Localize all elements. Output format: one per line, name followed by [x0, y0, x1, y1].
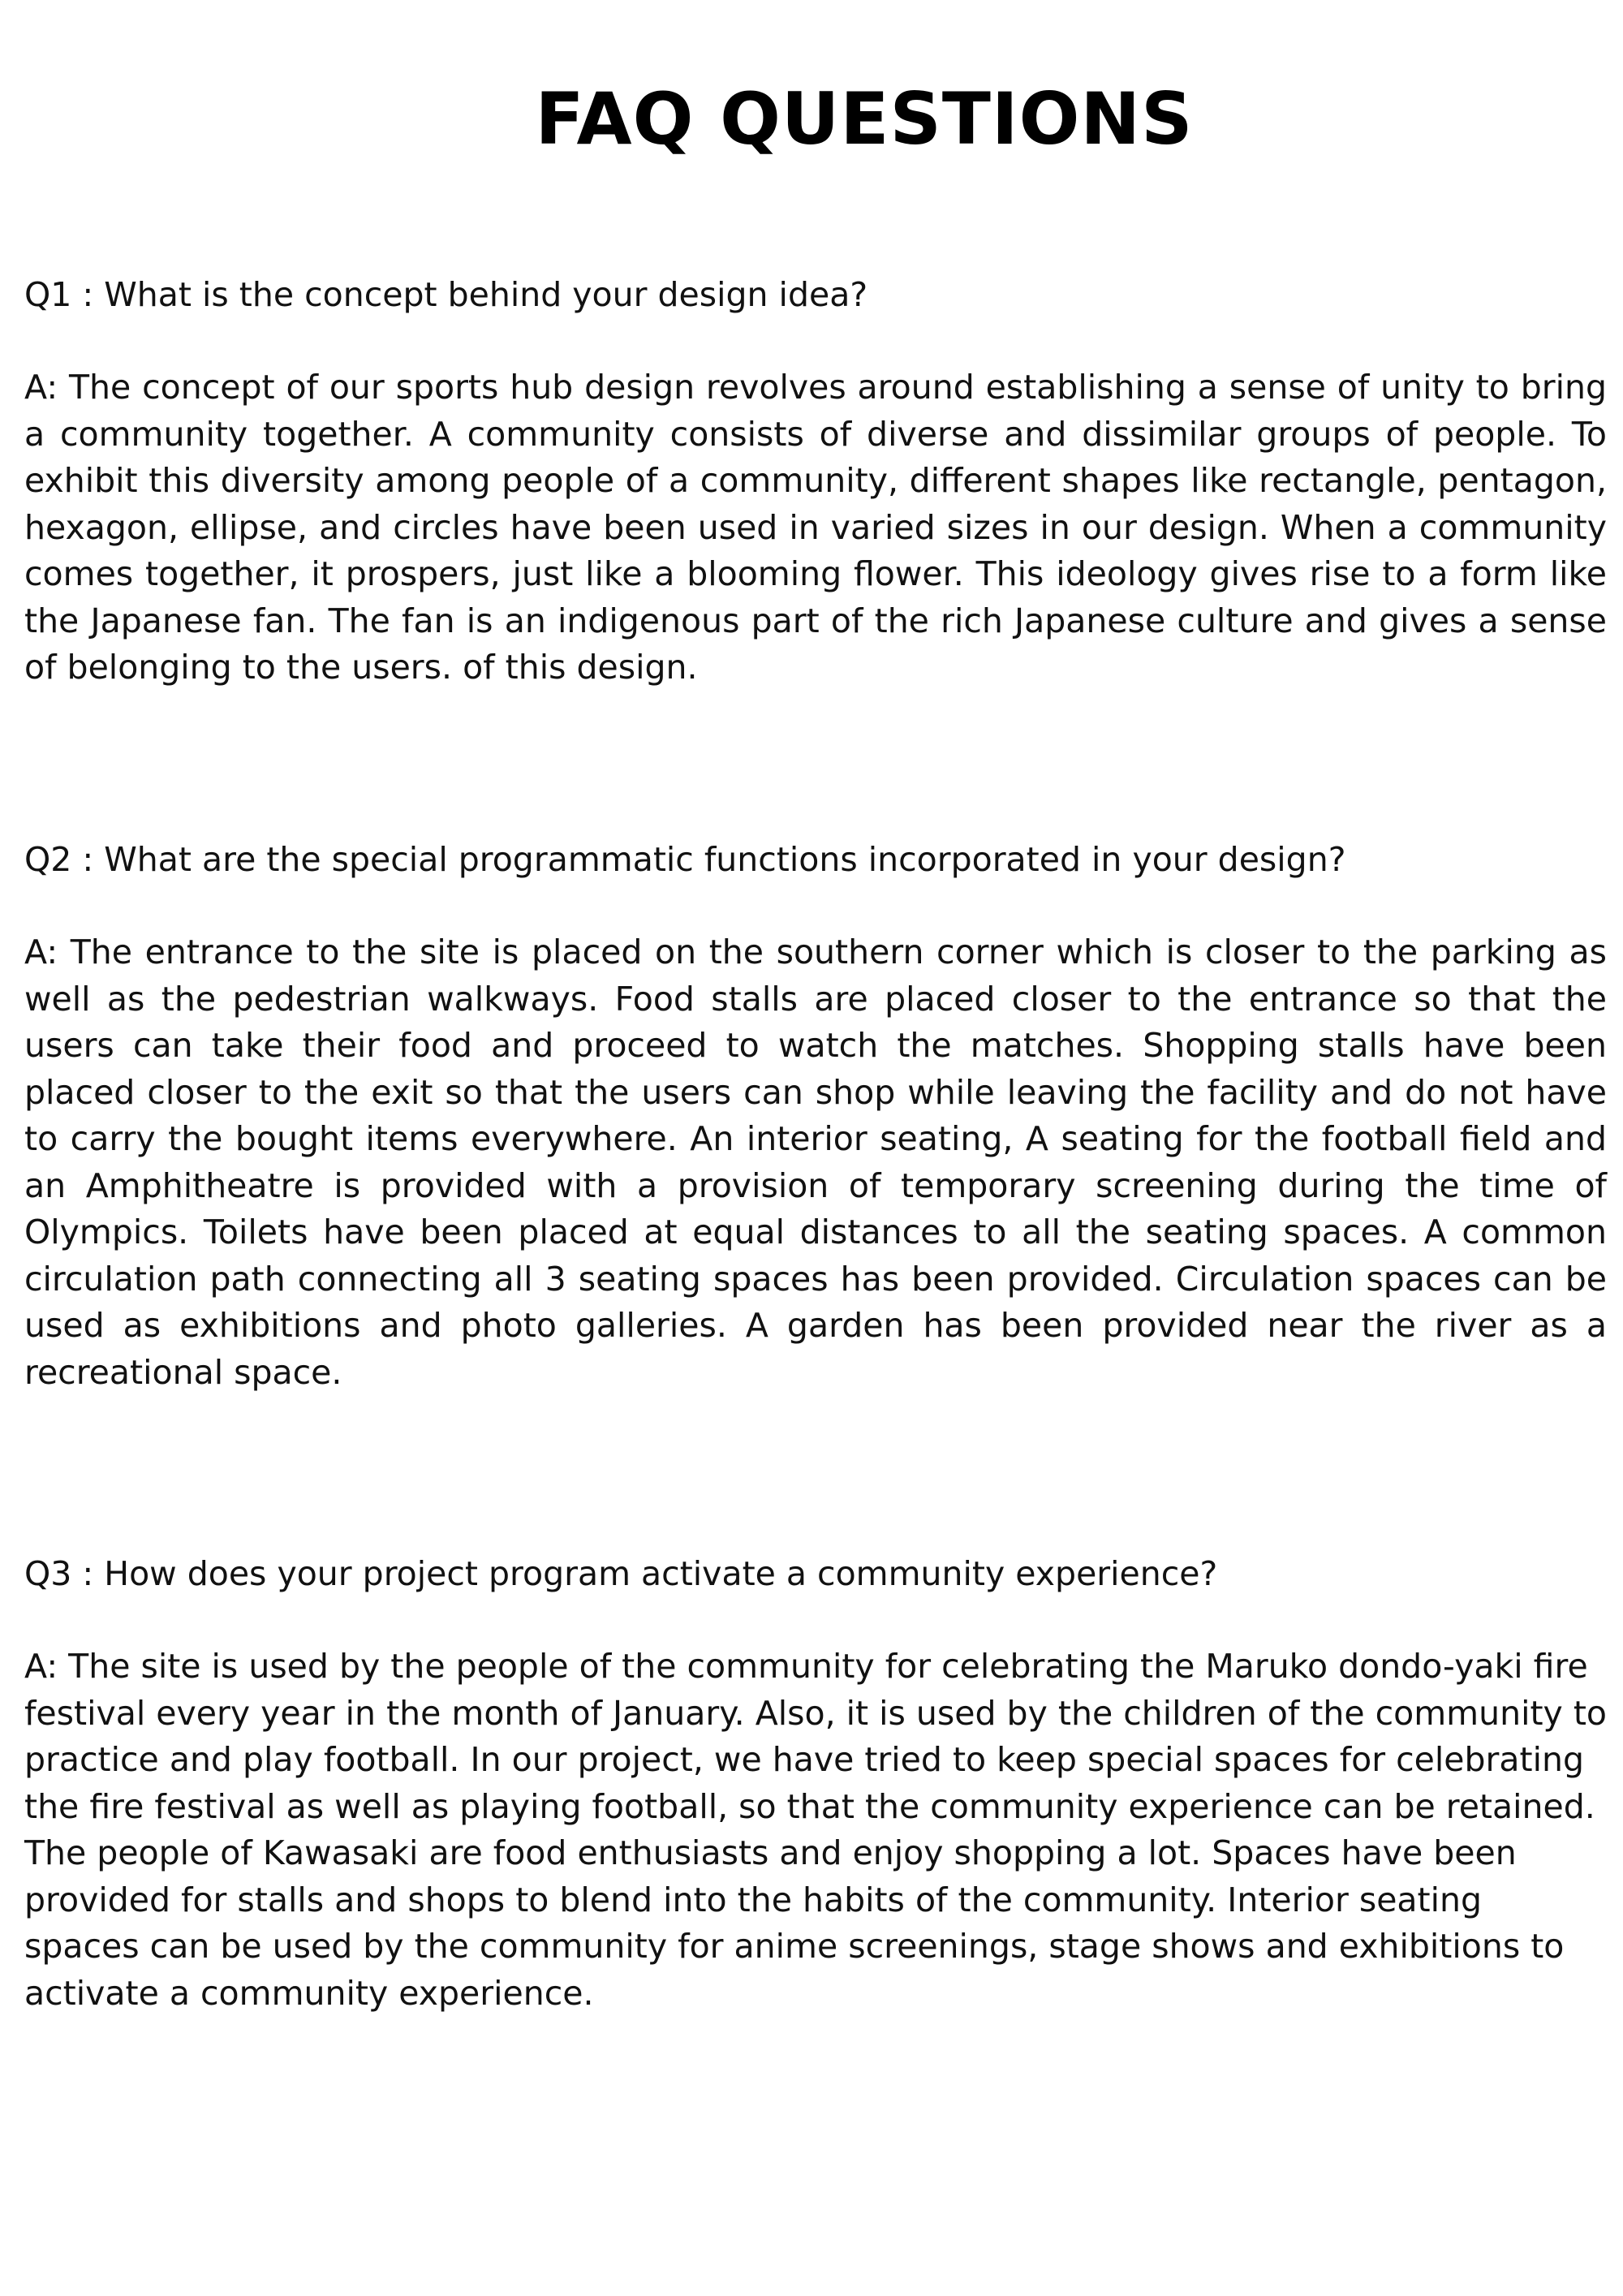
faq-item-3 [24, 1550, 1607, 2017]
faq-question-3: Q3 : How does your project program activate a community experience? [24, 1554, 1218, 1593]
faq-answer-3: A: The site is used by the people of the community for celebrating the Maruko dondo-yaki fire festival every year in the month of January. Also, it is used by the children of the community to practice and play football. In our project, we have tried to keep special spaces for celebrating the fire festival as well as playing football, so that the community experience can be retained. The people of Kawasaki are food enthusiasts and enjoy shopping a lot. Spaces have been provided for stalls and shops to blend into the habits of the community. Interior seating spaces can be used by the community for anime screenings, stage shows and exhibitions to activate a community experience. [24, 1647, 1608, 2013]
faq-question-1: Q1 : What is the concept behind your design idea? [24, 275, 868, 314]
faq-item-2 [24, 836, 1607, 1396]
faq-question-2: Q2 : What are the special programmatic functions incorporated in your design? [24, 840, 1346, 879]
faq-answer-1: A: The concept of our sports hub design revolves around establishing a sense of unity to bring a community together. A community consists of diverse and dissimilar groups of people. To exhibit this diversity among people of a community, different shapes like rectangle, pentagon, hexagon, ellipse, and circles have been used in varied sizes in our design. When a community comes together, it prospers, just like a blooming flower. This ideology gives rise to a form like the Japanese fan. The fan is an indigenous part of the rich Japanese culture and gives a sense of belonging to the users. of this design. [24, 368, 1607, 687]
page-title: FAQ QUESTIONS [535, 77, 1194, 161]
faq-answer-2: A: The entrance to the site is placed on the southern corner which is closer to the parking as well as the pedestrian walkways. Food stalls are placed closer to the entrance so that the users can take their food and proceed to watch the matches. Shopping stalls have been placed closer to the exit so that the users can shop while leaving the facility and do not have to carry the bought items everywhere. An interior seating, A seating for the football field and an Amphitheatre is provided with a provision of temporary screening during the time of Olympics. Toilets have been placed at equal distances to all the seating spaces. A common circulation path connecting all 3 seating spaces has been provided. Circulation spaces can be used as exhibitions and photo galleries. A garden has been provided near the river as a recreational space. [24, 933, 1607, 1392]
faq-item-1 [24, 271, 1607, 691]
